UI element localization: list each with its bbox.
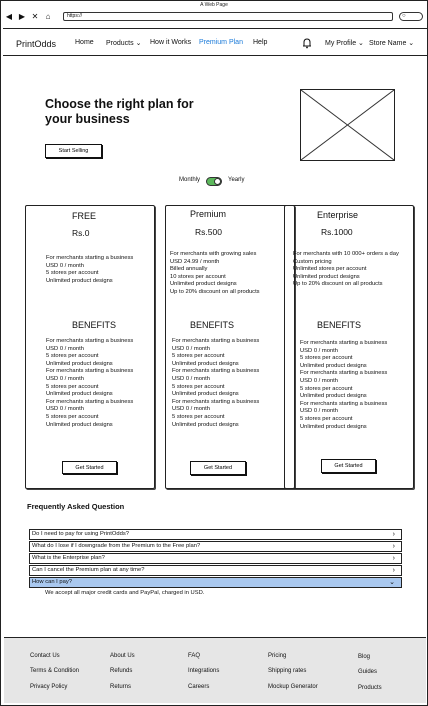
- plan-feature: Unlimited product designs: [293, 273, 360, 280]
- plan-feature: Unlimited product designs: [46, 277, 113, 284]
- footer-link[interactable]: Integrations: [188, 668, 220, 674]
- benefit-item: USD 0 / month: [172, 406, 211, 413]
- footer-link[interactable]: Returns: [110, 684, 132, 690]
- footer-link[interactable]: Careers: [188, 684, 210, 690]
- faq-question-expanded[interactable]: [29, 577, 402, 588]
- plan-feature: USD 0 / month: [46, 262, 85, 269]
- benefit-item: Unlimited product designs: [46, 421, 113, 428]
- benefits-heading: BENEFITS: [190, 320, 235, 330]
- benefit-item: Unlimited product designs: [172, 360, 239, 367]
- footer-link[interactable]: Guides: [358, 669, 378, 675]
- benefit-item: For merchants starting a business: [300, 400, 388, 407]
- billing-yearly-label: Yearly: [228, 177, 245, 183]
- billing-toggle[interactable]: [206, 177, 222, 186]
- benefit-item: USD 0 / month: [46, 345, 85, 352]
- plan-feature: Up to 20% discount on all products: [170, 289, 260, 295]
- benefit-item: USD 0 / month: [46, 376, 85, 382]
- benefit-item: USD 0 / month: [300, 408, 339, 415]
- benefit-item: 5 stores per account: [300, 385, 353, 392]
- plan-card-enterprise: [284, 205, 414, 489]
- nav-home[interactable]: Home: [75, 39, 94, 46]
- bell-icon[interactable]: [301, 37, 313, 49]
- faq-answer: We accept all major credit cards and PayPal, charged in USD.: [45, 590, 205, 596]
- chevron-right-icon: ›: [392, 543, 395, 550]
- window-title: A Web Page: [200, 2, 228, 8]
- chevron-right-icon: ›: [392, 555, 395, 562]
- benefit-item: Unlimited product designs: [300, 423, 367, 430]
- benefit-item: Unlimited product designs: [46, 391, 113, 398]
- plan-feature: Up to 20% discount on all products: [293, 281, 383, 288]
- benefit-item: For merchants starting a business: [172, 368, 260, 375]
- benefit-item: 5 stores per account: [300, 355, 353, 362]
- benefit-item: Unlimited product designs: [300, 393, 367, 400]
- footer-link[interactable]: Privacy Policy: [30, 684, 68, 690]
- plan-feature: For merchants with 10 000+ orders a day: [293, 251, 399, 257]
- benefit-item: For merchants starting a business: [46, 338, 134, 344]
- benefit-item: For merchants starting a business: [46, 398, 134, 405]
- faq-question-text: What do I lose if I downgrade from the Premium to the Free plan?: [32, 543, 201, 549]
- benefit-item: Unlimited product designs: [46, 360, 113, 367]
- plan-feature: For merchants with growing sales: [170, 251, 257, 257]
- faq-title: Frequently Asked Question: [27, 502, 125, 511]
- faq-question-text: What is the Enterprise plan?: [32, 555, 105, 561]
- search-icon: ○: [402, 13, 406, 19]
- plan-feature: For merchants starting a business: [46, 255, 134, 261]
- footer-link[interactable]: Terms & Condition: [30, 668, 80, 674]
- get-started-button[interactable]: Get Started: [62, 461, 117, 474]
- get-started-button[interactable]: Get Started: [190, 461, 246, 475]
- plan-feature: Custom pricing: [293, 258, 332, 265]
- benefits-heading: BENEFITS: [317, 320, 362, 330]
- nav-store-name[interactable]: Store Name ⌄: [369, 40, 415, 47]
- url-bar[interactable]: https://: [63, 12, 393, 21]
- hero-title: Choose the right plan for your business: [45, 97, 194, 126]
- footer-link[interactable]: Products: [358, 685, 382, 691]
- footer-link[interactable]: Blog: [358, 654, 371, 660]
- benefit-item: USD 0 / month: [172, 376, 211, 382]
- footer-link[interactable]: Pricing: [268, 653, 287, 659]
- nav-help[interactable]: Help: [253, 39, 268, 46]
- footer-link[interactable]: Refunds: [110, 668, 133, 674]
- footer-link[interactable]: Mockup Generator: [268, 684, 318, 690]
- faq-question[interactable]: [29, 529, 402, 540]
- plan-feature: Unlimited product designs: [170, 281, 237, 288]
- get-started-button[interactable]: Get Started: [321, 459, 376, 473]
- plan-name: Premium: [190, 209, 227, 219]
- benefit-item: For merchants starting a business: [46, 368, 134, 375]
- faq-question-text: Do I need to pay for using PrintOdds?: [32, 531, 129, 537]
- benefit-item: Unlimited product designs: [300, 362, 367, 369]
- footer-link[interactable]: Shipping rates: [268, 668, 307, 674]
- plan-feature: USD 24.99 / month: [170, 258, 220, 265]
- benefit-item: 5 stores per account: [300, 416, 353, 422]
- benefit-item: USD 0 / month: [300, 347, 339, 354]
- benefit-item: For merchants starting a business: [172, 398, 260, 405]
- back-icon[interactable]: ◀: [5, 12, 13, 21]
- footer: [4, 637, 426, 703]
- logo[interactable]: PrintOdds: [16, 39, 57, 49]
- benefit-item: USD 0 / month: [172, 345, 211, 352]
- chevron-right-icon: ›: [392, 567, 395, 574]
- benefit-item: Unlimited product designs: [172, 391, 239, 398]
- toggle-knob: [214, 178, 221, 185]
- forward-icon[interactable]: ▶: [18, 12, 26, 21]
- plan-price: Rs.0: [72, 228, 90, 238]
- home-icon[interactable]: ⌂: [45, 12, 51, 21]
- start-selling-button[interactable]: Start Selling: [45, 144, 102, 158]
- faq-question-text: Can I cancel the Premium plan at any time?: [32, 567, 145, 573]
- close-icon[interactable]: ✕: [31, 12, 39, 21]
- benefit-item: For merchants starting a business: [300, 370, 388, 377]
- faq-question[interactable]: [29, 553, 402, 564]
- plan-card-free: [25, 205, 155, 489]
- benefit-item: 5 stores per account: [46, 353, 99, 360]
- browser-search-box[interactable]: [399, 12, 423, 21]
- footer-link[interactable]: About Us: [110, 653, 135, 659]
- benefit-item: 5 stores per account: [172, 383, 225, 390]
- plan-name: Enterprise: [317, 210, 359, 220]
- chevron-right-icon: ›: [392, 531, 395, 538]
- footer-link[interactable]: Contact Us: [30, 653, 60, 659]
- benefit-item: 5 stores per account: [46, 414, 99, 420]
- benefit-item: For merchants starting a business: [172, 338, 260, 344]
- billing-monthly-label: Monthly: [179, 177, 201, 183]
- nav-products[interactable]: Products ⌄: [106, 40, 142, 47]
- plan-card-premium: [165, 205, 295, 489]
- site-nav: [3, 28, 427, 56]
- nav-my-profile[interactable]: My Profile ⌄: [325, 40, 364, 47]
- plan-price: Rs.500: [195, 227, 222, 237]
- faq-question-text: How can I pay?: [32, 579, 72, 585]
- faq-question[interactable]: [29, 565, 402, 576]
- benefits-heading: BENEFITS: [72, 320, 117, 330]
- benefit-item: 5 stores per account: [46, 383, 99, 390]
- benefit-item: 5 stores per account: [172, 353, 225, 360]
- footer-link[interactable]: FAQ: [188, 653, 201, 659]
- plan-feature: Unlimited stores per account: [293, 266, 367, 273]
- plan-price: Rs.1000: [321, 227, 353, 237]
- chevron-down-icon: ⌄: [389, 579, 395, 586]
- faq-question[interactable]: [29, 541, 402, 552]
- plan-feature: 10 stores per account: [170, 273, 226, 280]
- benefit-item: Unlimited product designs: [172, 421, 239, 428]
- plan-name: FREE: [72, 211, 97, 221]
- hero-image-placeholder: [300, 89, 395, 161]
- benefit-item: For merchants starting a business: [300, 340, 388, 346]
- benefit-item: USD 0 / month: [300, 378, 339, 384]
- nav-premium-plan[interactable]: Premium Plan: [199, 39, 243, 46]
- plan-feature: 5 stores per account: [46, 270, 99, 277]
- benefit-item: 5 stores per account: [172, 414, 225, 420]
- benefit-item: USD 0 / month: [46, 406, 85, 413]
- plan-feature: Billed annually: [170, 266, 208, 273]
- nav-how-it-works[interactable]: How it Works: [150, 39, 192, 46]
- browser-toolbar: [1, 9, 427, 25]
